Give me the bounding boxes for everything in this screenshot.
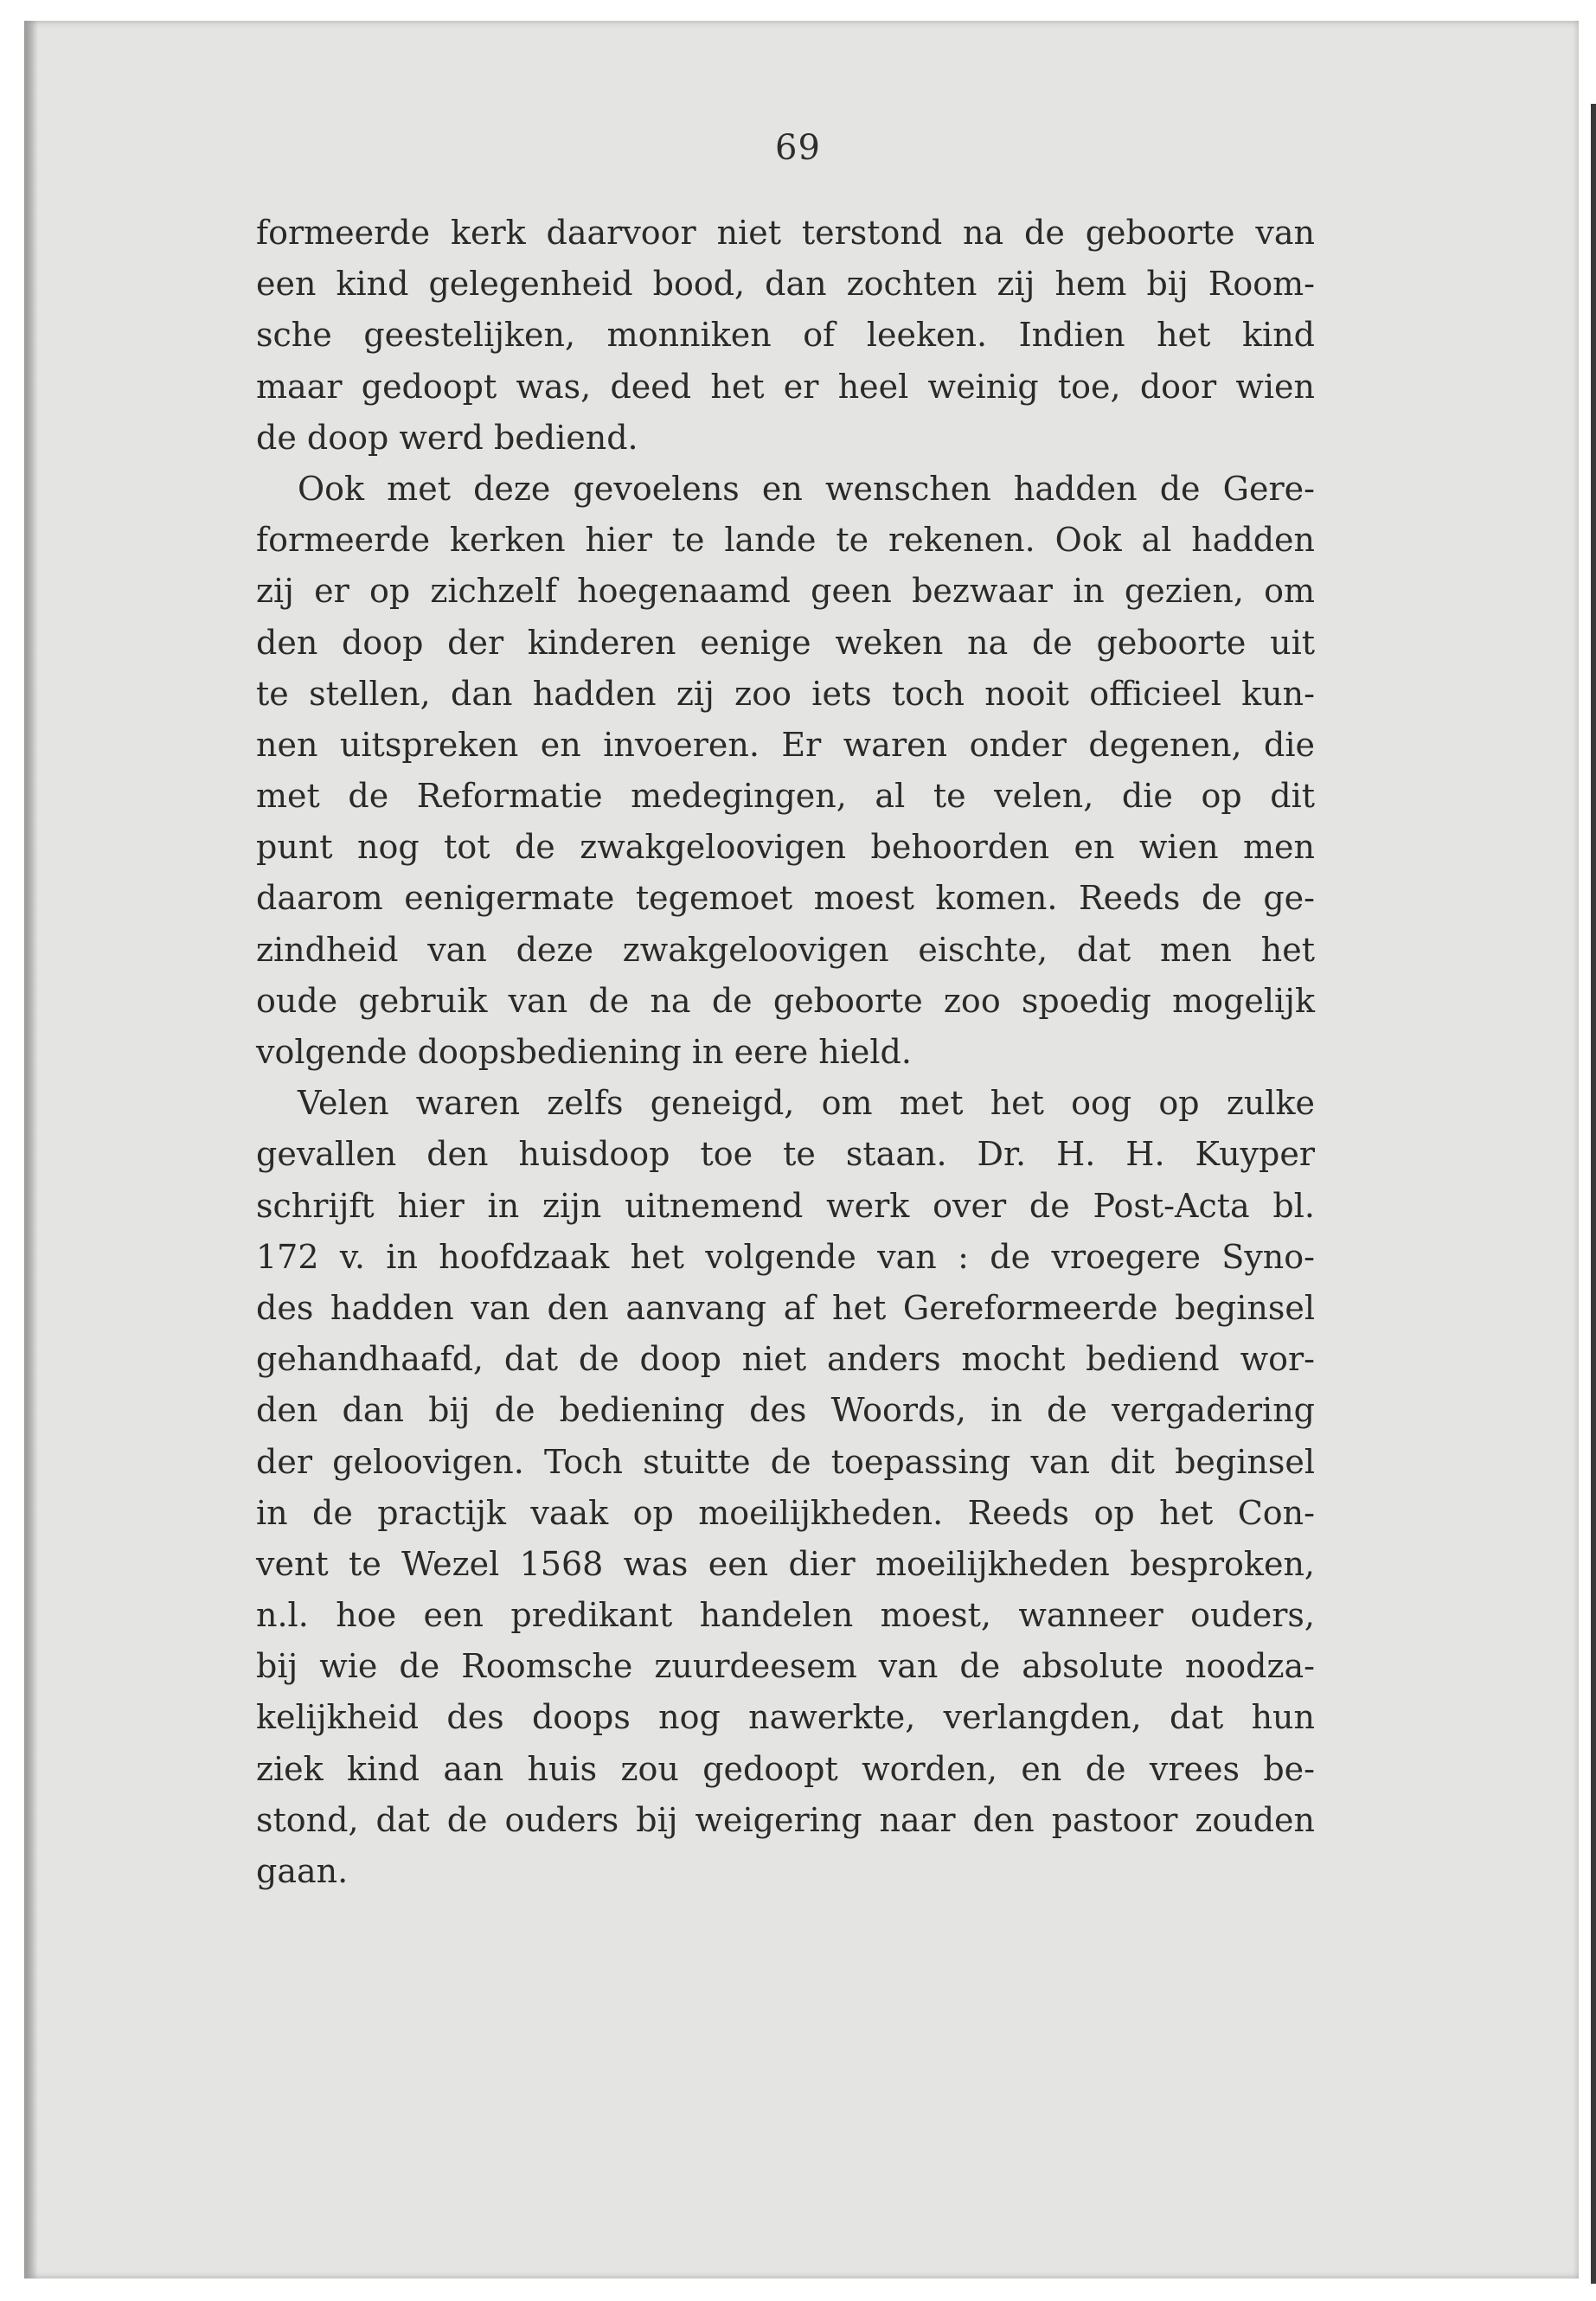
text-line: gehandhaafd, dat de doop niet anders mocht bediend wor- <box>256 1340 1315 1379</box>
text-line: vent te Wezel 1568 was een dier moeilijkheden besproken, <box>256 1544 1315 1583</box>
text-line: zij er op zichzelf hoegenaamd geen bezwaar in gezien, om <box>256 572 1315 611</box>
text-line: kelijkheid des doops nog nawerkte, verlangden, dat hun <box>256 1698 1315 1737</box>
text-line: te stellen, dan hadden zij zoo iets toch nooit officieel kun- <box>256 674 1315 713</box>
text-line: n.l. hoe een predikant handelen moest, wanneer ouders, <box>256 1596 1315 1635</box>
text-line: daarom eenigermate tegemoet moest komen. Reeds de ge- <box>256 879 1315 918</box>
text-line: oude gebruik van de na de geboorte zoo spoedig mogelijk <box>256 981 1315 1020</box>
text-line: den dan bij de bediening des Woords, in de vergadering <box>256 1391 1315 1430</box>
text-line: met de Reformatie medegingen, al te velen, die op dit <box>256 777 1315 816</box>
text-line: schrijft hier in zijn uitnemend werk over de Post-Acta bl. <box>256 1186 1315 1225</box>
text-line: een kind gelegenheid bood, dan zochten zij hem bij Room- <box>256 265 1315 304</box>
text-line: in de practijk vaak op moeilijkheden. Reeds op het Con- <box>256 1493 1315 1532</box>
text-line: maar gedoopt was, deed het er heel weinig toe, door wien <box>256 367 1315 406</box>
body-text <box>256 208 1315 1897</box>
text-line: ziek kind aan huis zou gedoopt worden, en de vrees be- <box>256 1749 1315 1788</box>
text-line: bij wie de Roomsche zuurdeesem van de absolute noodza- <box>256 1647 1315 1686</box>
text-line: punt nog tot de zwakgeloovigen behoorden en wien men <box>256 828 1315 867</box>
text-line: formeerde kerk daarvoor niet terstond na de geboorte van <box>256 214 1315 252</box>
text-line: 172 v. in hoofdzaak het volgende van : de vroegere Syno- <box>256 1237 1315 1276</box>
text-line: der geloovigen. Toch stuitte de toepassing van dit beginsel <box>256 1442 1315 1481</box>
spine-shadow <box>24 21 38 2279</box>
page-right-edge <box>1591 104 1596 2284</box>
page-number: 69 <box>775 128 821 168</box>
text-line: de doop werd bediend. <box>256 418 638 457</box>
text-line: formeerde kerken hier te lande te rekenen. Ook al hadden <box>256 521 1315 560</box>
text-line: Ook met deze gevoelens en wenschen hadden de Gere- <box>298 469 1315 508</box>
text-line: sche geestelijken, monniken of leeken. Indien het kind <box>256 316 1315 355</box>
text-line: des hadden van den aanvang af het Gereformeerde beginsel <box>256 1288 1315 1327</box>
text-line: volgende doopsbediening in eere hield. <box>256 1033 912 1071</box>
text-line: den doop der kinderen eenige weken na de geboorte uit <box>256 623 1315 662</box>
text-line: nen uitspreken en invoeren. Er waren onder degenen, die <box>256 725 1315 764</box>
text-line: zindheid van deze zwakgeloovigen eischte, dat men het <box>256 930 1315 969</box>
text-line: gaan. <box>256 1852 349 1890</box>
text-line: gevallen den huisdoop toe te staan. Dr. H. H. Kuyper <box>256 1135 1315 1174</box>
text-line: stond, dat de ouders bij weigering naar den pastoor zouden <box>256 1800 1315 1839</box>
text-line: Velen waren zelfs geneigd, om met het oog op zulke <box>298 1084 1315 1123</box>
